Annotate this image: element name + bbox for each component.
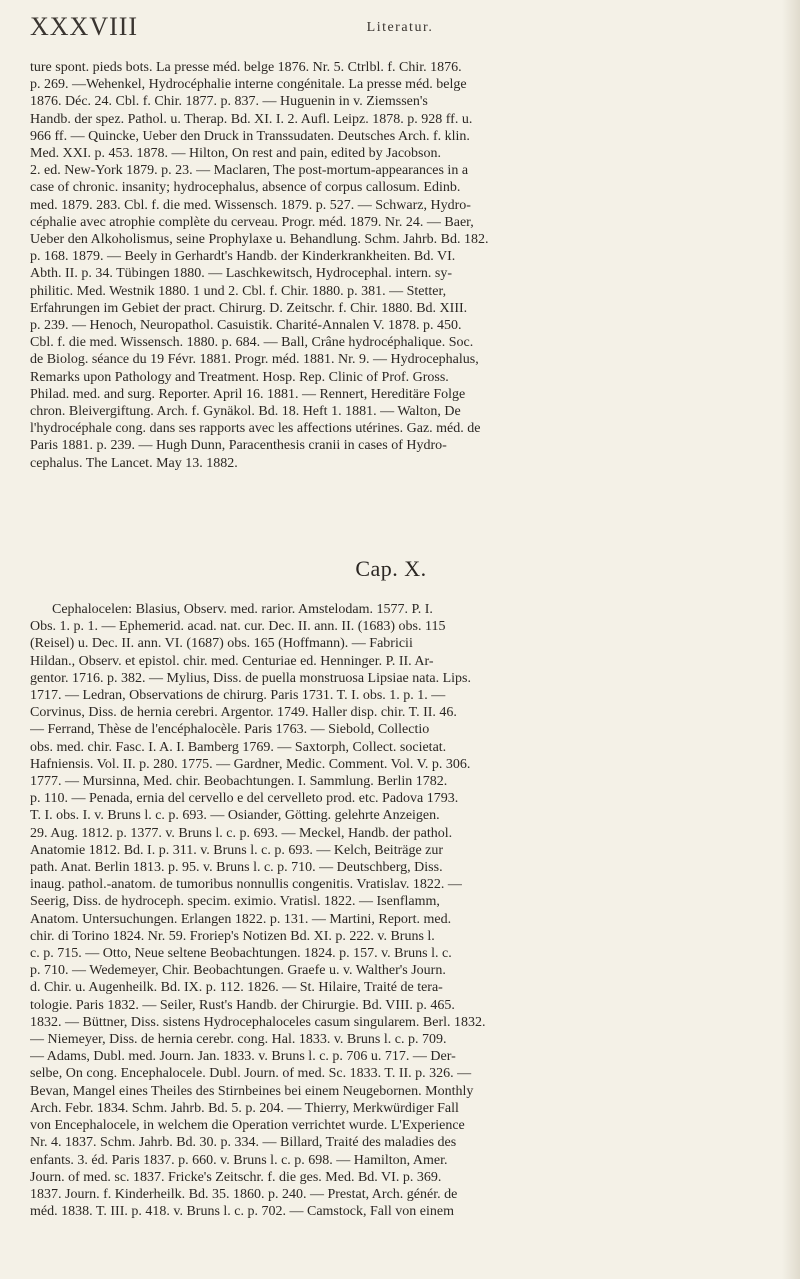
- chapter-heading: Cap. X.: [355, 556, 427, 581]
- text-line: Corvinus, Diss. de hernia cerebri. Argentor. 1749. Haller disp. chir. T. II. 46.: [30, 705, 457, 721]
- page-header: [30, 10, 770, 46]
- text-line: case of chronic. insanity; hydrocephalus, absence of corpus callosum. Edinb.: [30, 180, 461, 196]
- text-line: Remarks upon Pathology and Treatment. Hosp. Rep. Clinic of Prof. Gross.: [30, 369, 449, 385]
- text-line: — Niemeyer, Diss. de hernia cerebr. cong. Hal. 1833. v. Bruns l. c. p. 709.: [30, 1032, 447, 1048]
- text-line: Nr. 4. 1837. Schm. Jahrb. Bd. 30. p. 334. — Billard, Traité des maladies des: [30, 1135, 457, 1151]
- text-line: Cephalocelen: Blasius, Observ. med. rarior. Amstelodam. 1577. P. I.: [52, 602, 433, 617]
- text-line: Paris 1881. p. 239. — Hugh Dunn, Paracenthesis cranii in cases of Hydro-: [30, 438, 447, 454]
- text-line: Seerig, Diss. de hydroceph. specim. eximio. Vratisl. 1822. — Isenflamm,: [30, 894, 440, 910]
- text-line: obs. med. chir. Fasc. I. A. I. Bamberg 1769. — Saxtorph, Collect. societat.: [30, 739, 447, 755]
- text-line: p. 239. — Henoch, Neuropathol. Casuistik. Charité-Annalen V. 1878. p. 450.: [30, 318, 462, 334]
- text-line: enfants. 3. éd. Paris 1837. p. 660. v. Bruns l. c. p. 698. — Hamilton, Amer.: [30, 1152, 448, 1168]
- text-line: ture spont. pieds bots. La presse méd. belge 1876. Nr. 5. Ctrlbl. f. Chir. 1876.: [30, 60, 462, 75]
- text-line: Anatom. Untersuchungen. Erlangen 1822. p. 131. — Martini, Report. med.: [30, 911, 452, 927]
- text-line: gentor. 1716. p. 382. — Mylius, Diss. de puella monstruosa Lipsiae nata. Lips.: [30, 670, 471, 686]
- text-line: philitic. Med. Westnik 1880. 1 und 2. Cbl. f. Chir. 1880. p. 381. — Stetter,: [30, 283, 447, 299]
- text-line: 1837. Journ. f. Kinderheilk. Bd. 35. 1860. p. 240. — Prestat, Arch. génér. de: [30, 1186, 458, 1202]
- bibliography-block-hydrocephalus: [30, 59, 752, 472]
- text-line: Arch. Febr. 1834. Schm. Jahrb. Bd. 5. p. 204. — Thierry, Merkwürdiger Fall: [30, 1100, 459, 1116]
- text-line: méd. 1838. T. III. p. 418. v. Bruns l. c. p. 702. — Camstock, Fall von einem: [30, 1204, 454, 1220]
- text-line: med. 1879. 283. Cbl. f. die med. Wissensch. 1879. p. 527. — Schwarz, Hydro-: [30, 197, 471, 213]
- text-line: c. p. 715. — Otto, Neue seltene Beobachtungen. 1824. p. 157. v. Bruns l. c.: [30, 946, 452, 962]
- text-line: Abth. II. p. 34. Tübingen 1880. — Laschkewitsch, Hydrocephal. intern. sy-: [30, 266, 452, 282]
- text-line: — Adams, Dubl. med. Journ. Jan. 1833. v. Bruns l. c. p. 706 u. 717. — Der-: [30, 1049, 456, 1065]
- text-line: p. 168. 1879. — Beely in Gerhardt's Handb. der Kinderkrankheiten. Bd. VI.: [30, 249, 456, 265]
- text-line: céphalie avec atrophie complète du cerveau. Progr. méd. 1879. Nr. 24. — Baer,: [30, 214, 474, 230]
- text-line: Journ. of med. sc. 1837. Fricke's Zeitschr. f. die ges. Med. Bd. VI. p. 369.: [30, 1169, 442, 1185]
- text-line: 1876. Déc. 24. Cbl. f. Chir. 1877. p. 837. — Huguenin in v. Ziemssen's: [30, 94, 428, 110]
- text-line: 2. ed. New-York 1879. p. 23. — Maclaren, The post-mortum-appearances in a: [30, 163, 469, 179]
- text-line: inaug. pathol.-anatom. de tumoribus nonnullis congenitis. Vratislav. 1822. —: [30, 877, 462, 893]
- text-line: chir. di Torino 1824. Nr. 59. Froriep's Notizen Bd. XI. p. 222. v. Bruns l.: [30, 928, 435, 944]
- text-line: 1832. — Büttner, Diss. sistens Hydrocephaloceles casum singularem. Berl. 1832.: [30, 1014, 486, 1030]
- text-line: Philad. med. and surg. Reporter. April 16. 1881. — Rennert, Hereditäre Folge: [30, 386, 466, 402]
- text-line: de Biolog. séance du 19 Févr. 1881. Progr. méd. 1881. Nr. 9. — Hydrocephalus,: [30, 352, 479, 368]
- bibliography-block-cephalocelen: [30, 601, 752, 1220]
- page-number: XXXVIII: [30, 12, 139, 41]
- text-line: Erfahrungen im Gebiet der pract. Chirurg. D. Zeitschr. f. Chir. 1880. Bd. XIII.: [30, 300, 468, 316]
- text-line: selbe, On cong. Encephalocele. Dubl. Journ. of med. Sc. 1833. T. II. p. 326. —: [30, 1066, 472, 1082]
- text-line: Bevan, Mangel eines Theiles des Stirnbeines bei einem Neugebornen. Monthly: [30, 1083, 474, 1099]
- text-line: 1777. — Mursinna, Med. chir. Beobachtungen. I. Sammlung. Berlin 1782.: [30, 774, 448, 790]
- page-edge-shading: [782, 0, 800, 1279]
- text-line: von Encephalocele, in welchem die Operation verrichtet wurde. L'Experience: [30, 1118, 465, 1134]
- text-line: chron. Bleivergiftung. Arch. f. Gynäkol. Bd. 18. Heft 1. 1881. — Walton, De: [30, 404, 461, 420]
- text-line: p. 110. — Penada, ernia del cervello e del cervelleto prod. etc. Padova 1793.: [30, 791, 459, 807]
- text-line: Hildan., Observ. et epistol. chir. med. Centuriae ed. Henninger. P. II. Ar-: [30, 653, 434, 669]
- text-line: tologie. Paris 1832. — Seiler, Rust's Handb. der Chirurgie. Bd. VIII. p. 465.: [30, 997, 455, 1013]
- text-line: Cbl. f. die med. Wissensch. 1880. p. 684. — Ball, Crâne hydrocéphalique. Soc.: [30, 335, 474, 351]
- text-line: Handb. der spez. Pathol. u. Therap. Bd. XI. I. 2. Aufl. Leipz. 1878. p. 928 ff. u.: [30, 111, 473, 127]
- text-line: 29. Aug. 1812. p. 1377. v. Bruns l. c. p. 693. — Meckel, Handb. der pathol.: [30, 825, 453, 841]
- text-line: Obs. 1. p. 1. — Ephemerid. acad. nat. cur. Dec. II. ann. II. (1683) obs. 115: [30, 619, 446, 635]
- text-line: l'hydrocéphale cong. dans ses rapports avec les affections utérines. Gaz. méd. de: [30, 421, 481, 437]
- text-line: cephalus. The Lancet. May 13. 1882.: [30, 455, 238, 471]
- text-line: Anatomie 1812. Bd. I. p. 311. v. Bruns l. c. p. 693. — Kelch, Beiträge zur: [30, 842, 444, 858]
- text-line: p. 269. —Wehenkel, Hydrocéphalie interne congénitale. La presse méd. belge: [30, 77, 467, 93]
- text-line: 966 ff. — Quincke, Ueber den Druck in Transsudaten. Deutsches Arch. f. klin.: [30, 128, 470, 144]
- text-line: p. 710. — Wedemeyer, Chir. Beobachtungen. Graefe u. v. Walther's Journ.: [30, 963, 446, 979]
- text-line: Ueber den Alkoholismus, seine Prophylaxe u. Behandlung. Schm. Jahrb. Bd. 182.: [30, 232, 489, 248]
- text-line: path. Anat. Berlin 1813. p. 95. v. Bruns l. c. p. 710. — Deutschberg, Diss.: [30, 860, 443, 876]
- text-line: d. Chir. u. Augenheilk. Bd. IX. p. 112. 1826. — St. Hilaire, Traité de tera-: [30, 980, 443, 996]
- text-line: Hafniensis. Vol. II. p. 280. 1775. — Gardner, Medic. Comment. Vol. V. p. 306.: [30, 756, 471, 772]
- text-line: T. I. obs. I. v. Bruns l. c. p. 693. — Osiander, Götting. gelehrte Anzeigen.: [30, 808, 440, 824]
- running-head: Literatur.: [366, 20, 434, 35]
- text-line: (Reisel) u. Dec. II. ann. VI. (1687) obs. 165 (Hoffmann). — Fabricii: [30, 636, 413, 652]
- text-line: — Ferrand, Thèse de l'encéphalocèle. Paris 1763. — Siebold, Collectio: [30, 722, 430, 738]
- text-line: Med. XXI. p. 453. 1878. — Hilton, On rest and pain, edited by Jacobson.: [30, 146, 441, 162]
- text-line: 1717. — Ledran, Observations de chirurg. Paris 1731. T. I. obs. 1. p. 1. —: [30, 688, 446, 704]
